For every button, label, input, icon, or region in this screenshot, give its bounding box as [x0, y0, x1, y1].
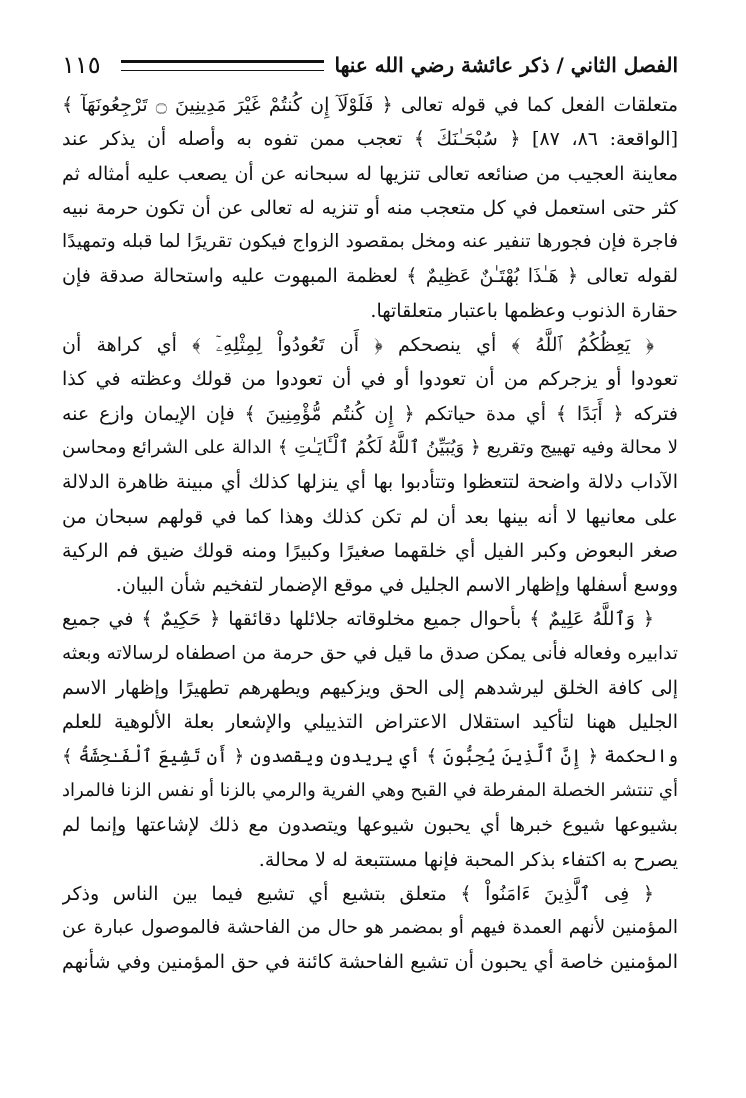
page-header	[62, 48, 678, 82]
text-line: لقوله تعالى ﴿ هَـٰذَا بُهْتَـٰنٌ عَظِيمٌ ﴾ لعظمة المبهوت عليه واستحالة صدقة فإن	[62, 265, 678, 288]
header-rule	[121, 60, 325, 71]
body-text	[62, 88, 678, 980]
text-line: حقارة الذنوب وعظمها باعتبار متعلقاتها.	[370, 299, 678, 322]
text-line: لا محالة وفيه تهييج وتقريع ﴿ وَيُبَيِّنُ ٱللَّهُ لَكُمُ ٱلْـَٔايَـٰتِ ﴾ الدالة على الشرائع ومحاسن	[62, 436, 678, 458]
text-line: متعلقات الفعل كما في قوله تعالى ﴿ فَلَوْلَآ إِن كُنتُمْ غَيْرَ مَدِينِينَ ۝ تَرْجِعُونَهَآ ﴾	[62, 94, 678, 116]
text-line: صغر البعوض وكبر الفيل أي خلقهما صغيرًا وكبيرًا ومنه قولك ضيق فم الركية	[62, 539, 678, 562]
text-line: ﴿ يَعِظُكُمُ ٱللَّهُ ﴾ أي ينصحكم ﴿ أَن تَعُودُواْ لِمِثْلِهِۦٓ ﴾ أي كراهة أن	[62, 334, 654, 357]
text-line: تدابيره وفعاله فأنى يمكن صدق ما قيل في حق حرمة من اصطفاه لرسالاته وبعثه	[62, 642, 678, 664]
text-line: والحكمة ﴿ إِنَّ ٱلَّذِينَ يُحِبُّونَ ﴾ أي يريدون ويقصدون ﴿ أَن تَشِيعَ ٱلْفَـٰحِشَةُ ﴾	[62, 745, 678, 767]
chapter-title: الفصل الثاني / ذكر عائشة رضي الله عنها	[334, 53, 678, 77]
text-line: أي تنتشر الخصلة المفرطة في القبح وهي الفرية والرمي بالزنا أو نفس الزنا فالمراد	[62, 779, 678, 801]
text-line: كثر حتى استعمل في كل متعجب منه أو تنزيه له تعالى عن أن تكون حرمة نبيه	[62, 196, 678, 219]
text-line: [الواقعة: ٨٦، ٨٧] ﴿ سُبْحَـٰنَكَ ﴾ تعجب ممن تفوه به وأصله أن يذكر عند	[62, 128, 678, 151]
text-line: ووسع أسفلها وإظهار الاسم الجليل في موقع الإضمار لتفخيم شأن البيان.	[115, 574, 678, 597]
text-line: الجليل ههنا لتأكيد استقلال الاعتراض التذييلي والإشعار بعلة الألوهية للعلم	[62, 711, 678, 734]
text-line: الآداب دلالة واضحة لتتعظوا وتتأدبوا بها أي ينزلها كذلك أي مبينة ظاهرة الدلالة	[62, 471, 678, 494]
text-line: معاينة العجيب من صنائعه تعالى تنزيها له سبحانه عن أن يصعب عليه أمثاله ثم	[62, 162, 678, 185]
text-line: ﴿ وَٱللَّهُ عَلِيمٌ ﴾ بأحوال جميع مخلوقاته جلائلها دقائقها ﴿ حَكِيمٌ ﴾ في جميع	[62, 608, 654, 631]
text-line: فاجرة فإن فجورها تنفير عنه ومخل بمقصود الزواج فيكون تقريرًا لما قبله وتمهيدًا	[62, 231, 678, 253]
text-line: فتركه ﴿ أَبَدًا ﴾ أي مدة حياتكم ﴿ إِن كُنتُم مُّؤْمِنِينَ ﴾ فإن الإيمان وازع عنه	[62, 402, 678, 425]
text-line: المؤمنين لأنهم العمدة فيهم أو بمضمر هو حال من الفاحشة فالموصول عبارة عن	[62, 917, 678, 939]
text-line: بشيوعها شيوع خبرها أي يحبون شيوعها ويتصدون مع ذلك لإشاعتها وإنما لم	[62, 814, 678, 837]
text-line: ﴿ فِى ٱلَّذِينَ ءَامَنُواْ ﴾ متعلق بتشيع أي تشيع فيما بين الناس وذكر	[62, 882, 654, 905]
text-line: يصرح به اكتفاء بذكر المحبة فإنها مستتبعة له لا محالة.	[258, 848, 678, 871]
page-number: ١١٥	[62, 51, 101, 79]
text-line: تعودوا أو يزجركم من أن تعودوا أو في أن تعودوا من قولك وعظته في كذا	[62, 368, 678, 391]
text-line: المؤمنين خاصة أي يحبون أن تشيع الفاحشة كائنة في حق المؤمنين وفي شأنهم	[62, 951, 678, 974]
text-line: على معانيها لا أنه بينها بعد أن لم تكن كذلك وهذا كما في قولهم سبحان من	[62, 505, 678, 528]
text-line: إلى كافة الخلق ليرشدهم إلى الحق ويزكيهم ويطهرهم تطهيرًا وإظهار الاسم	[62, 677, 678, 700]
